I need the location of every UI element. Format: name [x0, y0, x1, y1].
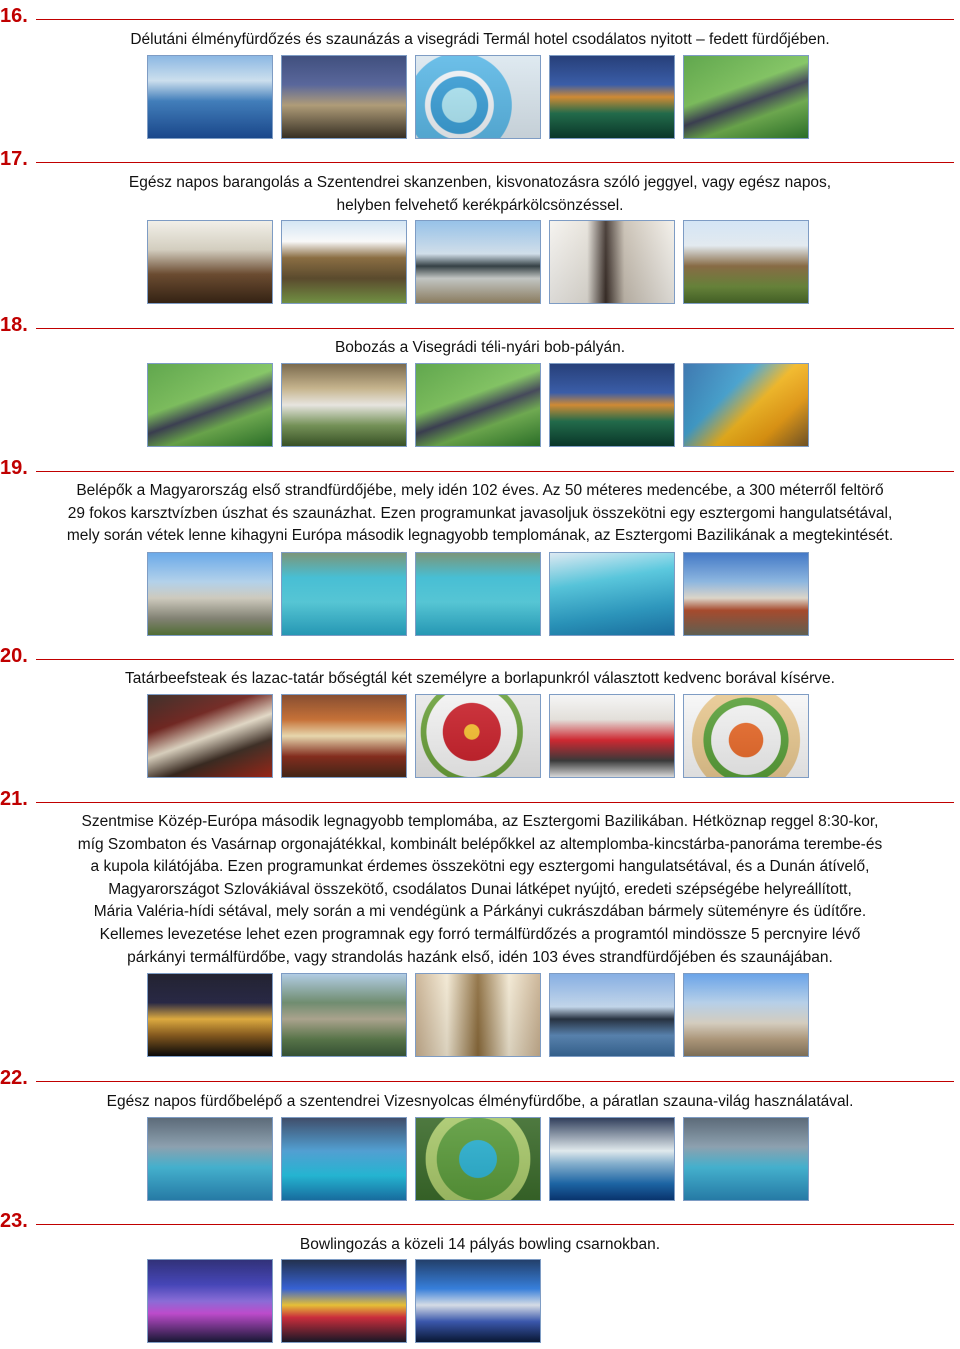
photo [281, 220, 407, 304]
description-line: Bowlingozás a közeli 14 pályás bowling csarnokban. [299, 1236, 661, 1253]
section-description [20, 480, 940, 548]
photo [415, 220, 541, 304]
section-number: 22. [0, 1067, 28, 1089]
section-description [20, 337, 940, 360]
section-number: 20. [0, 645, 28, 667]
photo [415, 1117, 541, 1201]
photo [281, 973, 407, 1057]
photo [549, 55, 675, 139]
section-description [20, 668, 940, 691]
photo [147, 363, 273, 447]
photo [549, 1117, 675, 1201]
photo [147, 1117, 273, 1201]
section-divider [36, 471, 954, 472]
photo [683, 363, 809, 447]
photo-strip [147, 55, 809, 141]
photo-strip [147, 363, 809, 449]
photo [415, 694, 541, 778]
photo [147, 220, 273, 304]
description-line: Kellemes levezetése lehet ezen programnak egy forró termálfürdőzés a programtól mindössze 5 percnyire lévő [99, 925, 861, 943]
photo [281, 1117, 407, 1201]
photo [683, 220, 809, 304]
section-description [20, 1091, 940, 1114]
photo [281, 694, 407, 778]
section-description [20, 1234, 940, 1257]
photo [147, 552, 273, 636]
description-line: Egész napos fürdőbelépő a szentendrei Vizesnyolcas élményfürdőbe, a páratlan szauna-világ használatával. [106, 1093, 854, 1110]
description-line: a kupola kilátójába. Ezen programunkat érdemes összekötni egy esztergomi hangulatsétával, és a Dunán átívelő, [90, 858, 870, 876]
photo-strip [147, 220, 809, 306]
section-number: 17. [0, 148, 28, 170]
section-divider [36, 1224, 954, 1225]
section-description [20, 29, 940, 52]
photo [281, 55, 407, 139]
section-number: 21. [0, 788, 28, 810]
photo [549, 973, 675, 1057]
photo [415, 552, 541, 636]
description-line: párkányi termálfürdőbe, vagy strandolás hazánk első, idén 103 éves strandfürdőjében és szaunájában. [127, 948, 833, 966]
photo [281, 1259, 407, 1343]
photo [683, 1117, 809, 1201]
photo [683, 694, 809, 778]
photo-strip [147, 552, 809, 638]
photo [549, 363, 675, 447]
photo [683, 55, 809, 139]
photo [147, 694, 273, 778]
description-line: Délutáni élményfürdőzés és szaunázás a visegrádi Termál hotel csodálatos nyitott – fedett fürdőjében. [130, 31, 830, 48]
description-line: míg Szombaton és Vasárnap orgonajátékkal, kombinált belépőkkel az altemplomba-kincstárba-panoráma terembe-és [77, 835, 883, 853]
photo [683, 552, 809, 636]
section-description [20, 172, 940, 217]
section-divider [36, 802, 954, 803]
section-description [20, 811, 940, 969]
photo [415, 55, 541, 139]
photo [683, 973, 809, 1057]
description-line: Tatárbeefsteak és lazac-tatár bőségtál két személyre a borlapunkról választott kedvenc borával kísérve. [125, 670, 835, 687]
photo [549, 694, 675, 778]
description-line: helyben felvehető kerékpárkölcsönzéssel. [336, 196, 624, 214]
photo-strip [147, 1259, 541, 1345]
section-number: 19. [0, 457, 28, 479]
photo [281, 363, 407, 447]
section-number: 16. [0, 5, 28, 27]
photo [415, 1259, 541, 1343]
photo [281, 552, 407, 636]
photo-strip [147, 973, 809, 1059]
section-number: 23. [0, 1210, 28, 1232]
photo [147, 973, 273, 1057]
photo [549, 552, 675, 636]
description-line: Egész napos barangolás a Szentendrei skanzenben, kisvonatozásra szóló jeggyel, vagy egész napos, [128, 174, 832, 191]
description-line: Szentmise Közép-Európa második legnagyobb templomába, az Esztergomi Bazilikában. Hétköznap reggel 8:30-kor, [81, 813, 879, 830]
photo [549, 220, 675, 304]
description-line: Bobozás a Visegrádi téli-nyári bob-pályán. [334, 339, 626, 356]
section-divider [36, 1081, 954, 1082]
description-line: mely során vétek lenne kihagyni Európa második legnagyobb templomának, az Esztergomi Bazilikának a megtekintését. [66, 527, 894, 545]
description-line: 29 fokos karsztvízben úszhat és szaunázhat. Ezen programunkat javasoljuk összekötni egy esztergomi hangulatsétával, [67, 504, 893, 522]
description-line: Belépők a Magyarország első strandfürdőjébe, mely idén 102 éves. Az 50 méteres medencébe, a 300 méterről feltörő [76, 482, 884, 499]
photo-strip [147, 1117, 809, 1203]
photo [415, 363, 541, 447]
photo [415, 973, 541, 1057]
photo [147, 55, 273, 139]
photo-strip [147, 694, 809, 780]
section-number: 18. [0, 314, 28, 336]
section-divider [36, 328, 954, 329]
description-line: Mária Valéria-hídi sétával, mely során a mi vendégünk a Párkányi cukrászdában bármely süteményre és üdítőre. [93, 903, 867, 921]
description-line: Magyarországot Szlovákiával összekötő, csodálatos Dunai látképet nyújtó, eredeti szépségébe helyreállított, [108, 880, 852, 898]
section-divider [36, 19, 954, 20]
section-divider [36, 659, 954, 660]
photo [147, 1259, 273, 1343]
section-divider [36, 162, 954, 163]
